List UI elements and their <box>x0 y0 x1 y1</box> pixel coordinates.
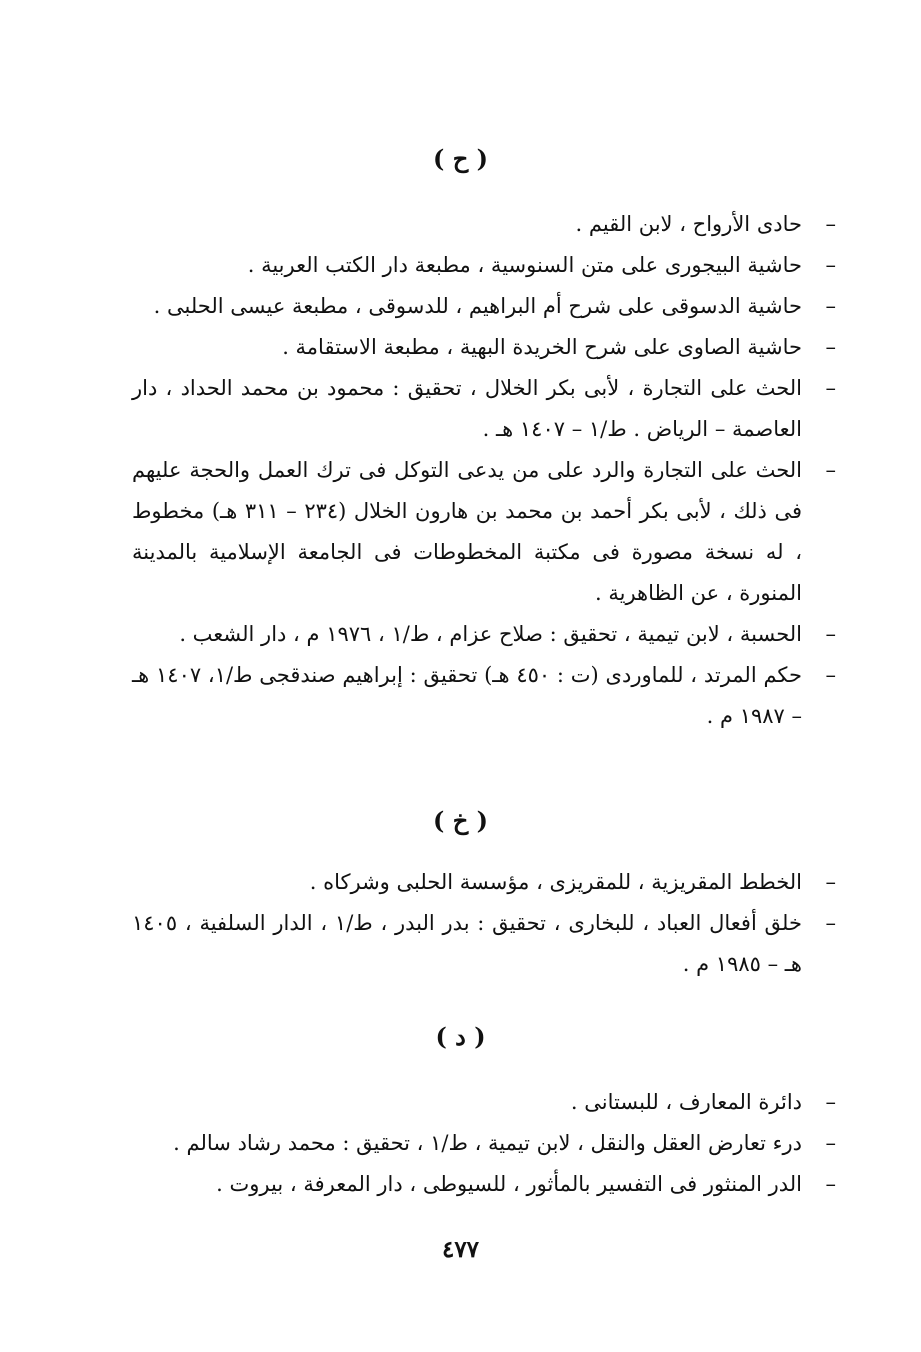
dash-bullet: – <box>825 458 836 482</box>
list-item <box>132 862 836 903</box>
entry-text: الحث على التجارة والرد على من يدعى التوكل فى ترك العمل والحجة عليهم فى ذلك ، لأبى بكر أحمد بن محمد بن هارون الخلال (٢٣٤ – ٣١١ هـ) مخطوط ، له نسخة مصورة فى مكتبة المخطوطات فى الجامعة الإسلامية بالمدينة المنورة ، عن الظاهرية . <box>132 458 802 605</box>
list-item <box>132 204 836 245</box>
dash-bullet: – <box>825 376 836 400</box>
entry-list-ha <box>132 204 836 737</box>
dash-bullet: – <box>825 253 836 277</box>
dash-bullet: – <box>825 335 836 359</box>
entry-text: خلق أفعال العباد ، للبخارى ، تحقيق : بدر البدر ، ط/١ ، الدار السلفية ، ١٤٠٥ هـ – ١٩٨٥ م . <box>132 911 802 976</box>
entry-text: حادى الأرواح ، لابن القيم . <box>575 212 802 236</box>
list-item <box>132 1164 836 1205</box>
list-item <box>132 450 836 614</box>
entry-text: الدر المنثور فى التفسير بالمأثور ، للسيوطى ، دار المعرفة ، بيروت . <box>216 1172 802 1196</box>
list-item <box>132 903 836 985</box>
list-item <box>132 327 836 368</box>
dash-bullet: – <box>825 212 836 236</box>
section-heading-kha: ( خ ) <box>433 806 488 835</box>
entry-text: الحث على التجارة ، لأبى بكر الخلال ، تحقيق : محمود بن محمد الحداد ، دار العاصمة – الرياض . ط/١ – ١٤٠٧ هـ . <box>132 376 802 441</box>
dash-bullet: – <box>825 870 836 894</box>
dash-bullet: – <box>825 622 836 646</box>
list-item <box>132 655 836 737</box>
dash-bullet: – <box>825 1131 836 1155</box>
entry-text: حاشية الدسوقى على شرح أم البراهيم ، للدسوقى ، مطبعة عيسى الحلبى . <box>153 294 802 318</box>
entry-text: حاشية الصاوى على شرح الخريدة البهية ، مطبعة الاستقامة . <box>282 335 802 359</box>
entry-list-dal <box>132 1082 836 1205</box>
entry-text: حاشية البيجورى على متن السنوسية ، مطبعة دار الكتب العربية . <box>247 253 802 277</box>
entry-text: درء تعارض العقل والنقل ، لابن تيمية ، ط/١ ، تحقيق : محمد رشاد سالم . <box>173 1131 802 1155</box>
list-item <box>132 1123 836 1164</box>
entry-text: الخطط المقريزية ، للمقريزى ، مؤسسة الحلبى وشركاه . <box>309 870 802 894</box>
entry-text: حكم المرتد ، للماوردى (ت : ٤٥٠ هـ) تحقيق : إبراهيم صندقجى ط/١، ١٤٠٧ هـ – ١٩٨٧ م . <box>132 663 802 728</box>
dash-bullet: – <box>825 1090 836 1114</box>
section-heading-dal: ( د ) <box>435 1022 486 1051</box>
list-item <box>132 368 836 450</box>
dash-bullet: – <box>825 911 836 935</box>
section-heading-ha: ( ح ) <box>433 144 488 173</box>
entry-text: الحسبة ، لابن تيمية ، تحقيق : صلاح عزام ، ط/١ ، ١٩٧٦ م ، دار الشعب . <box>179 622 802 646</box>
list-item <box>132 286 836 327</box>
page-number: ٤٧٧ <box>441 1236 480 1263</box>
entry-list-kha <box>132 862 836 985</box>
list-item <box>132 1082 836 1123</box>
list-item <box>132 245 836 286</box>
dash-bullet: – <box>825 663 836 687</box>
dash-bullet: – <box>825 1172 836 1196</box>
dash-bullet: – <box>825 294 836 318</box>
entry-text: دائرة المعارف ، للبستانى . <box>570 1090 802 1114</box>
list-item <box>132 614 836 655</box>
